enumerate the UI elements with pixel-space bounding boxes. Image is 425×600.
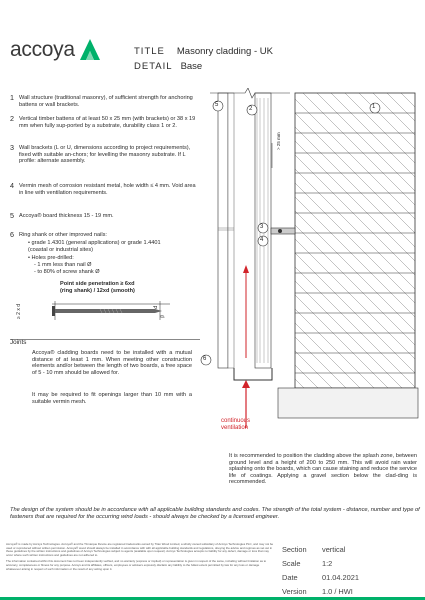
joints-paragraph-1: Accoya® cladding boards need to be installed with a mutual distance of at least 1 mm. When meeting other construction elements and/or between the length of two boards, a free space of 5 - 10 mm should be allowed for. <box>32 350 192 376</box>
label-5: 5 <box>215 102 219 108</box>
item-number: 5 <box>10 211 14 220</box>
accoya-logo <box>10 38 101 62</box>
legal-paragraph-2: The information contained within this document has not been independently verified, and no warranty (express or implied) or representation is given in respect of the same, including without limitation as to accuracy, completeness or fitness for any purpose. Accsys and its affiliates, officers, employees or advisers expressly disclaim any liability to the fullest extent permitted by law for any loss or damage whatsoever arising in respect of such information or the result of any acting upon it. <box>6 559 267 571</box>
meta-scale: Scale 1:2 <box>282 559 333 568</box>
joints-paragraph-2: It may be required to fit openings larger than 10 mm with a suitable vermin mesh. <box>32 392 192 405</box>
list-item <box>10 116 200 129</box>
page-title: Masonry cladding - UK <box>176 46 273 57</box>
meta-section: Section vertical <box>282 545 346 554</box>
item-number: 3 <box>10 143 14 152</box>
legal-paragraph-1: Accoya® is made by Accsys Technologies. Accoya® and the Trimarque Device are registered trademarks owned by Titan Wood Limited, a wholly owned subsidiary of Accsys Technologies PLC, and may not be used or reproduced without written permission. Accoya® wood should always be installed in accordance with with all applicable building standards and regulations, obeying the advice and regimes as set out in these guidelines by the written instructions and guidelines of Accsys Technologies subject to agents (available upon request). Accsys Technologies accepts no liability for any defect, damage or loss that may occur where such written instructions and guidelines are not adhered to. <box>6 542 274 557</box>
dim-d-label: d <box>158 314 165 318</box>
design-note: The design of the system should be in accordance with all applicable building standards and codes. The strength of the total system - distance, number and type of fasteners that are required for the occurring wind loads - should always be checked by a licensed engineer. <box>10 507 420 520</box>
meta-date: Date 01.04.2021 <box>282 573 359 582</box>
list-item <box>10 145 200 165</box>
penetration-line-1: Point side penetration ≥ 6xd <box>60 281 135 287</box>
label-3: 3 <box>260 224 264 230</box>
label-6: 6 <box>203 356 207 362</box>
list-item <box>10 183 200 196</box>
item-text: Ring shank or other improved nails: <box>19 232 107 238</box>
item-text: Vertical timber battens of at least 50 x 25 mm (with brackets) or 38 x 19 mm when fully sup-ported by a substrate, durability class 1 or 2. <box>19 116 196 129</box>
item-text: Wall structure (traditional masonry), of sufficient strength for anchoring battens or wall brackets. <box>19 95 193 108</box>
accoya-mark-icon <box>79 38 101 62</box>
dim-spacing-label: ≥ 2 x d <box>16 304 22 319</box>
item-number: 4 <box>10 181 14 190</box>
item-text: Wall brackets (L or U, dimensions according to project requirements), fixed with suitable an-chors; for levelling the masonry substrate. If L profile: alternate assembly. <box>19 145 191 165</box>
joints-heading: Joints <box>10 339 27 346</box>
list-item <box>10 95 200 108</box>
meta-version: Version 1.0 / HWI <box>282 587 353 596</box>
list-item <box>10 232 200 239</box>
dim-25mm-label: > 25 mm <box>276 132 281 150</box>
item-text: Vermin mesh of corrosion resistant metal, hole width ≤ 4 mm. Void area in line with ventilation requirements. <box>19 183 196 196</box>
joints-divider <box>10 339 200 340</box>
list-item <box>10 213 200 220</box>
penetration-line-2: (ring shank) / 12xd (smooth) <box>60 288 135 294</box>
brand-name: accoya <box>10 38 75 61</box>
title-label: TITLE <box>134 46 165 57</box>
detail-value: Base <box>180 61 203 72</box>
item-text: Accoya® board thickness 15 - 19 mm. <box>19 213 114 219</box>
nail-diagram <box>20 296 175 324</box>
nail-detail-2: - to 80% of screw shank Ø <box>34 269 100 275</box>
item-number: 6 <box>10 230 14 239</box>
vent-label-2: ventilation <box>221 425 249 431</box>
title-block <box>134 45 273 73</box>
label-4: 4 <box>260 237 264 243</box>
label-1: 1 <box>372 104 376 110</box>
nail-detail-1: - 1 mm less than nail Ø <box>34 262 92 268</box>
recommendation-text: It is recommended to position the cladding above the splash zone, between ground level and a height of 200 to 250 mm. This will avoid rain water splashing onto the boards, which can cause staining and reduce the service life of coatings. Applying a gravel section below the clad-ding is recommended. <box>229 453 417 486</box>
vent-label-1: continuous <box>221 418 251 424</box>
section-drawing <box>200 88 420 438</box>
label-2: 2 <box>249 106 253 112</box>
legal-notice <box>6 543 274 571</box>
detail-label: DETAIL <box>134 61 173 72</box>
item-number: 1 <box>10 93 14 102</box>
nail-bullet-1: • grade 1.4301 (general applications) or grade 1.4401 (coastal or industrial sites) <box>28 240 161 253</box>
item-number: 2 <box>10 114 14 123</box>
nail-bullet-2: • Holes pre-drilled: <box>28 255 74 261</box>
dim-p-label: P <box>150 305 157 309</box>
